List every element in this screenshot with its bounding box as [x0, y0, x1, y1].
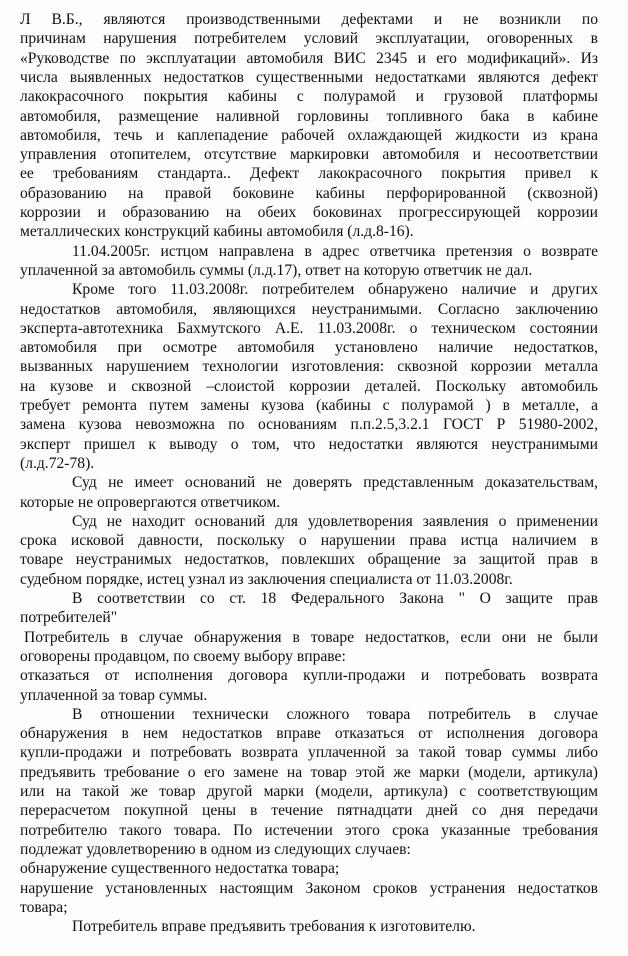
text-line: нарушение установленных настоящим Законом сроков устранения недостатков [20, 879, 598, 897]
text-line: автомобиля при осмотре автомобиля установлено наличие недостатков, [20, 339, 598, 357]
text-line: 11.04.2005г. истцом направлена в адрес ответчика претензия о возврате [72, 242, 598, 260]
text-line: Потребитель в случае обнаружения в товаре недостатков, если они не были [24, 628, 598, 646]
text-line: товаре неустранимых недостатков, повлекших обращение за защитой прав в [20, 551, 598, 569]
text-line: лакокрасочного покрытия кабины с полурамой и грузовой платформы [20, 88, 598, 106]
text-line: потребителей" [20, 609, 118, 627]
text-line: Кроме того 11.03.2008г. потребителем обнаружено наличие и других [72, 281, 598, 299]
text-line: перерасчетом покупной цены в течение пятнадцати дней со дня передачи [20, 802, 598, 820]
text-line: Суд не находит оснований для удовлетворения заявления о применении [72, 512, 598, 530]
text-line: металлических конструкций кабины автомобиля (л.д.8-16). [20, 223, 414, 241]
text-line: отказаться от исполнения договора купли-продажи и потребовать возврата [20, 667, 598, 685]
text-line: (л.д.72-78). [20, 454, 95, 472]
text-line: обнаружение существенного недостатка товара; [20, 860, 340, 878]
text-line: недостатков автомобиля, являющихся неустранимыми. Согласно заключению [20, 300, 598, 318]
text-line: оговорены продавцом, по своему выбору вправе: [20, 647, 346, 665]
text-line: образованию на правой боковине кабины перфорированной (сквозной) [20, 184, 598, 202]
text-line: вызванных нарушением технологии изготовления: сквозной коррозии металла [20, 358, 598, 376]
text-line: купли-продажи и потребовать возврата уплаченной за такой товар суммы либо [20, 744, 598, 762]
text-line: автомобиля, размещение наливной горловины топливного бака в кабине [20, 107, 598, 125]
text-line: Суд не имеет оснований не доверять представленным доказательствам, [72, 474, 598, 492]
text-line: управления отопителем, отсутствие маркировки автомобиля и несоответствии [20, 146, 598, 164]
text-line: которые не опровергаются ответчиком. [20, 493, 281, 511]
text-line: Потребитель вправе предъявить требования к изготовителю. [72, 918, 476, 936]
text-line: замена кузова невозможна по основаниям п.п.2.5,3.2.1 ГОСТ Р 51980-2002, [20, 416, 598, 434]
text-line: потребителю такого товара. По истечении этого срока указанные требования [20, 821, 598, 839]
text-line: эксперта-автотехника Бахмутского А.Е. 11.03.2008г. о техническом состоянии [20, 319, 598, 337]
text-line: числа выявленных недостатков существенными недостатками являются дефект [20, 68, 598, 86]
text-line: обнаружения в нем недостатков вправе отказаться от исполнения договора [20, 725, 598, 743]
text-line: срока исковой давности, поскольку о нарушении права истца наличием в [20, 532, 598, 550]
text-line: Л В.Б., являются производственными дефектами и не возникли по [20, 11, 598, 28]
text-line: причинам нарушения потребителем условий эксплуатации, оговоренных в [20, 30, 598, 48]
text-line: уплаченной за товар суммы. [20, 686, 208, 704]
text-line: требует ремонта путем замены кузова (кабины с полурамой ) в металле, а [20, 397, 598, 414]
text-line: или на такой же товар другой марки (модели, артикула) с соответствующим [20, 783, 598, 800]
text-line: ее требованиям стандарта.. Дефект лакокрасочного покрытия привел к [20, 165, 598, 183]
text-line: эксперт пришел к выводу о том, что недостатки являются неустранимыми [20, 435, 598, 453]
text-line: судебном порядке, истец узнал из заключения специалиста от 11.03.2008г. [20, 570, 513, 588]
text-line: автомобиля, течь и каплепадение рабочей охлаждающей жидкости из крана [20, 126, 598, 144]
text-line: «Руководстве по эксплуатации автомобиля ВИС 2345 и его модификаций». Из [20, 49, 598, 67]
text-line: товара; [20, 898, 68, 916]
text-line: предъявить требование о его замене на товар этой же марки (модели, артикула) [20, 763, 598, 781]
text-line: уплаченной за автомобиль суммы (л.д.17), ответ на которую ответчик не дал. [20, 261, 533, 279]
text-line: В соответствии со ст. 18 Федерального Закона " О защите прав [72, 590, 598, 607]
text-line: на кузове и сквозной –слоистой коррозии деталей. Поскольку автомобиль [20, 377, 598, 395]
text-line: подлежат удовлетворению в одном из следующих случаев: [20, 840, 411, 858]
text-line: коррозии и образованию на обеих боковинах прогрессирующей коррозии [20, 204, 598, 221]
text-line: В отношении технически сложного товара потребитель в случае [72, 705, 598, 723]
